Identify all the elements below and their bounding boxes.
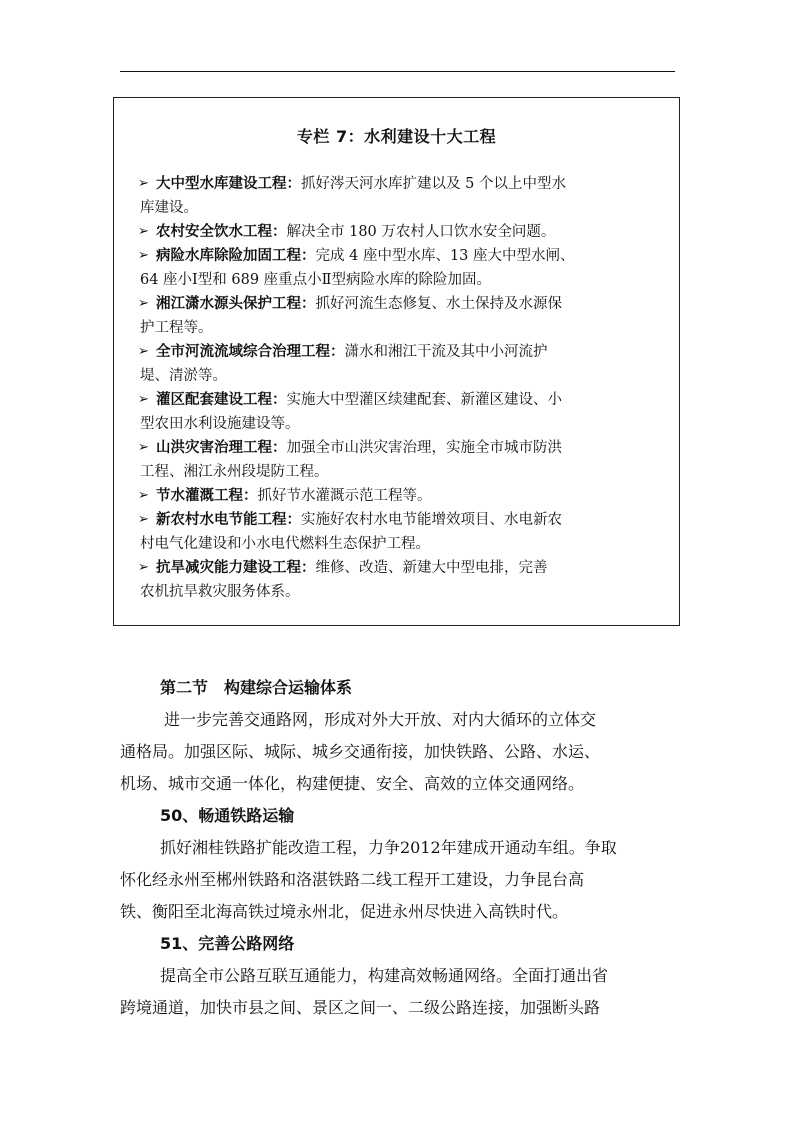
- project-name: 抗旱减灾能力建设工程：: [156, 560, 316, 576]
- project-item: [132, 340, 672, 388]
- project-desc: 抓好河流生态修复、水土保持及水源保: [315, 296, 562, 312]
- project-desc: 潇水和湘江干流及其中小河流护: [344, 344, 548, 360]
- project-item: [132, 508, 672, 556]
- project-desc: 实施好农村水电节能增效项目、水电新农: [301, 512, 562, 528]
- header-rule: [120, 71, 675, 72]
- project-desc: 抓好涔天河水库扩建以及 5 个以上中型水: [301, 176, 566, 192]
- arrow-bullet-icon: ➢: [138, 296, 149, 311]
- project-item: [132, 556, 672, 604]
- arrow-bullet-icon: ➢: [138, 392, 149, 407]
- project-desc-cont: 村电气化建设和小水电代燃料生态保护工程。: [140, 536, 430, 552]
- body-text: [120, 672, 680, 1024]
- paragraph-line: 怀化经永州至郴州铁路和洛湛铁路二线工程开工建设，力争昆台高: [120, 870, 585, 889]
- project-name: 全市河流流域综合治理工程：: [156, 344, 345, 360]
- subsection-heading: 51、完善公路网络: [160, 934, 295, 953]
- paragraph-line: 通格局。加强区际、城际、城乡交通衔接，加快铁路、公路、水运、: [120, 742, 601, 761]
- arrow-bullet-icon: ➢: [138, 224, 149, 239]
- arrow-bullet-icon: ➢: [138, 512, 149, 527]
- arrow-bullet-icon: ➢: [138, 248, 149, 263]
- project-item: [132, 220, 672, 244]
- project-name: 灌区配套建设工程：: [156, 392, 287, 408]
- project-desc-cont: 工程、湘江永州段堤防工程。: [140, 464, 329, 480]
- project-desc-cont: 农机抗旱救灾服务体系。: [140, 584, 300, 600]
- paragraph-line: 机场、城市交通一体化，构建便捷、安全、高效的立体交通网络。: [120, 774, 585, 793]
- paragraph-line: 抓好湘桂铁路扩能改造工程，力争2012年建成开通动车组。争取: [160, 838, 617, 857]
- project-desc: 加强全市山洪灾害治理，实施全市城市防洪: [286, 440, 562, 456]
- project-desc-cont: 堤、清淤等。: [140, 368, 227, 384]
- arrow-bullet-icon: ➢: [138, 560, 149, 575]
- column-box-title: 专栏 7：水利建设十大工程: [296, 127, 497, 146]
- project-item: [132, 388, 672, 436]
- project-name: 病险水库除险加固工程：: [156, 248, 316, 264]
- project-desc: 维修、改造、新建大中型电排，完善: [315, 560, 548, 576]
- paragraph-line: 提高全市公路互联互通能力，构建高效畅通网络。全面打通出省: [160, 966, 609, 985]
- paragraph-line: 跨境通道，加快市县之间、景区之间一、二级公路连接，加强断头路: [120, 998, 601, 1017]
- project-item: [132, 172, 672, 220]
- project-name: 山洪灾害治理工程：: [156, 440, 287, 456]
- arrow-bullet-icon: ➢: [138, 440, 149, 455]
- project-name: 新农村水电节能工程：: [156, 512, 301, 528]
- arrow-bullet-icon: ➢: [138, 176, 149, 191]
- section-heading: 第二节 构建综合运输体系: [160, 678, 353, 697]
- project-desc-cont: 型农田水利设施建设等。: [140, 416, 300, 432]
- project-desc: 实施大中型灌区续建配套、新灌区建设、小: [286, 392, 562, 408]
- paragraph-line: 铁、衡阳至北海高铁过境永州北，促进永州尽快进入高铁时代。: [120, 902, 569, 921]
- arrow-bullet-icon: ➢: [138, 344, 149, 359]
- project-name: 农村安全饮水工程：: [156, 224, 287, 240]
- project-desc: 完成 4 座中型水库、13 座大中型水闸、: [315, 248, 575, 264]
- project-item: [132, 484, 672, 508]
- project-item: [132, 436, 672, 484]
- project-desc-cont: 库建设。: [140, 200, 198, 216]
- project-desc: 解决全市 180 万农村人口饮水安全问题。: [286, 224, 556, 240]
- project-item: [132, 292, 672, 340]
- project-list: [132, 172, 672, 604]
- project-item: [132, 244, 672, 292]
- project-desc-cont: 护工程等。: [140, 320, 213, 336]
- project-name: 大中型水库建设工程：: [156, 176, 301, 192]
- project-name: 湘江潇水源头保护工程：: [156, 296, 316, 312]
- arrow-bullet-icon: ➢: [138, 488, 149, 503]
- project-name: 节水灌溉工程：: [156, 488, 258, 504]
- subsection-heading: 50、畅通铁路运输: [160, 806, 295, 825]
- project-desc-cont: 64 座小Ⅰ型和 689 座重点小Ⅱ型病险水库的除险加固。: [140, 272, 492, 288]
- paragraph-line: 进一步完善交通路网，形成对外大开放、对内大循环的立体交: [164, 710, 597, 729]
- project-desc: 抓好节水灌溉示范工程等。: [257, 488, 432, 504]
